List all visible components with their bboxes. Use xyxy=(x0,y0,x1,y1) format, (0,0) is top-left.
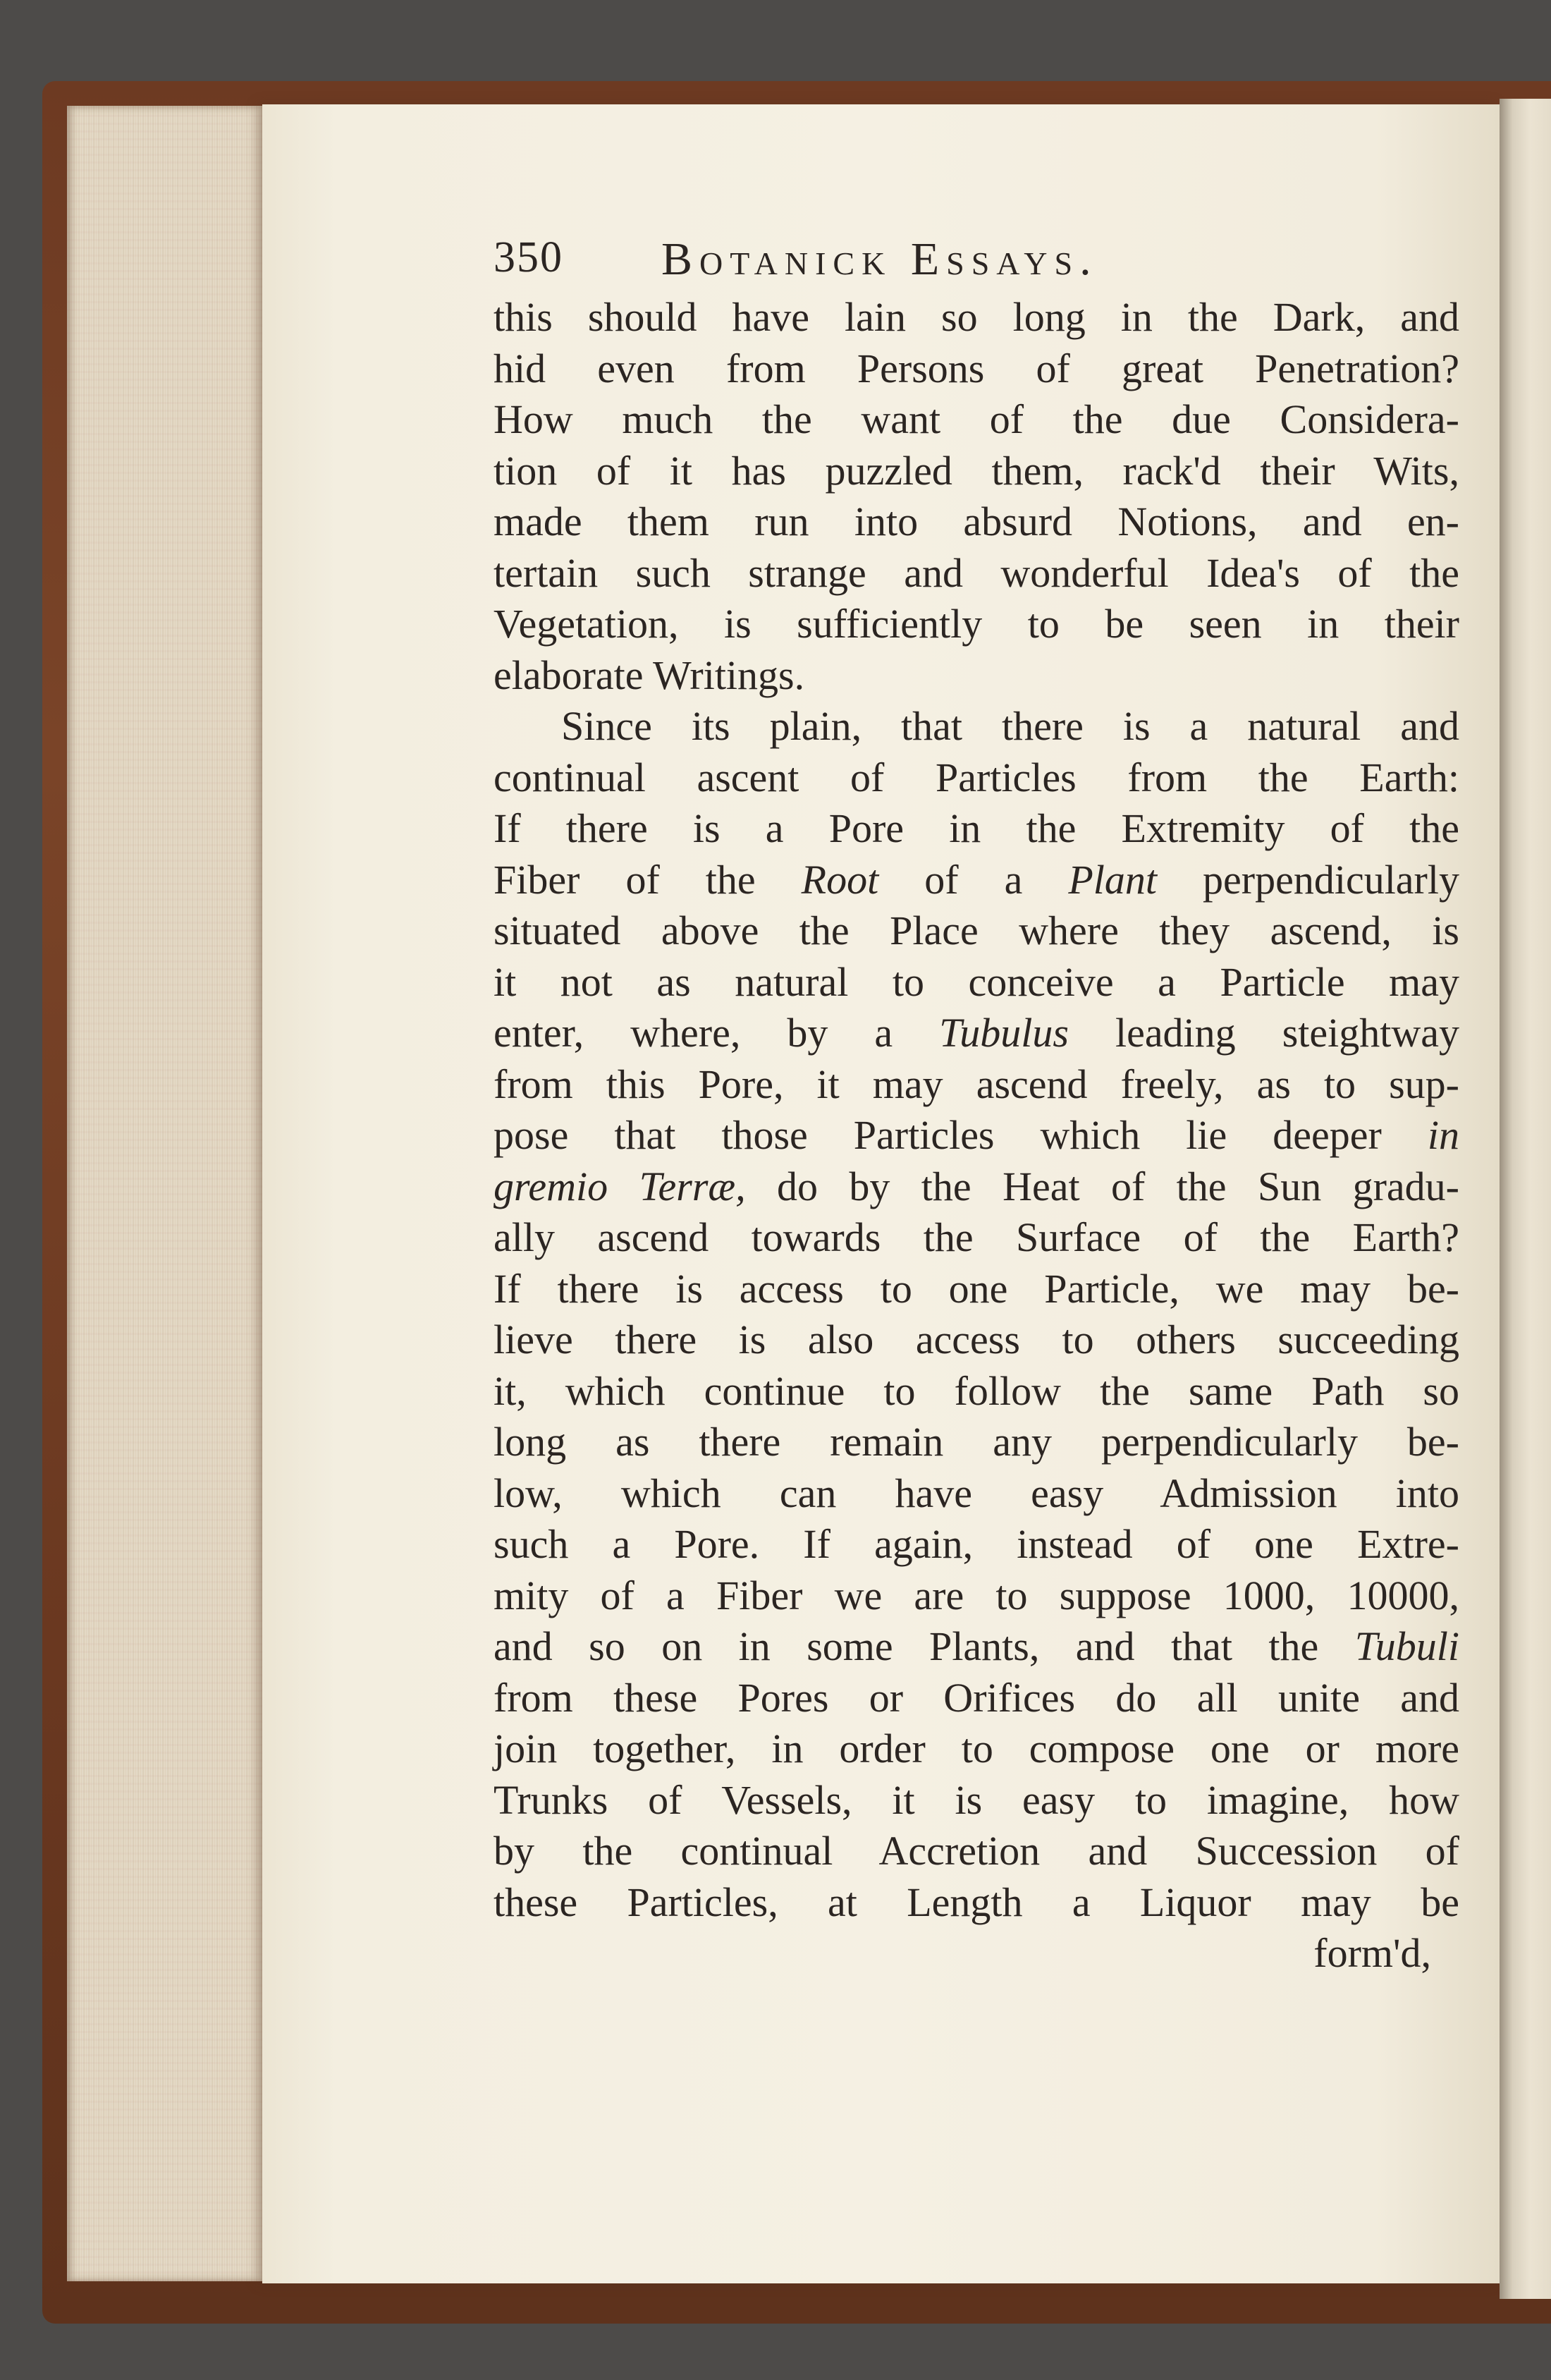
text-line xyxy=(494,1775,1459,1826)
text-run: leading steightway xyxy=(1068,1010,1459,1056)
italic-text: Tubuli xyxy=(1354,1623,1459,1669)
text-run: If there is a Pore in the Extremity of the xyxy=(494,805,1459,851)
page-edges xyxy=(67,106,268,2281)
text-line xyxy=(494,1673,1459,1724)
text-line xyxy=(494,548,1459,599)
italic-text: Root xyxy=(801,856,879,903)
body-text xyxy=(494,292,1459,1928)
text-line xyxy=(494,343,1459,395)
text-line xyxy=(494,1723,1459,1775)
text-line xyxy=(494,1161,1459,1213)
text-line xyxy=(494,1212,1459,1264)
text-run: ally ascend towards the Surface of the Earth? xyxy=(494,1214,1459,1260)
text-run: long as there remain any perpendicularly be- xyxy=(494,1419,1459,1465)
text-line xyxy=(494,1314,1459,1366)
text-run: Vegetation, is sufficiently to be seen in their xyxy=(494,601,1459,647)
text-run: join together, in order to compose one or more xyxy=(494,1726,1459,1771)
text-run: low, which can have easy Admission into xyxy=(494,1470,1459,1516)
text-run: pose that those Particles which lie deeper xyxy=(494,1112,1428,1158)
text-run: and so on in some Plants, and that the xyxy=(494,1623,1355,1669)
text-run: of a xyxy=(878,856,1069,903)
text-run: made them run into absurd Notions, and en- xyxy=(494,499,1459,544)
text-line xyxy=(494,1417,1459,1468)
text-run: from this Pore, it may ascend freely, as to sup- xyxy=(494,1061,1459,1107)
facing-page-gutter xyxy=(1500,99,1551,2299)
text-line xyxy=(494,803,1459,855)
text-run: do by the Heat of the Sun gradu- xyxy=(745,1163,1459,1209)
text-run: lieve there is also access to others succeeding xyxy=(494,1317,1459,1362)
text-line xyxy=(494,1008,1459,1059)
text-line xyxy=(494,855,1459,906)
text-line xyxy=(494,1570,1459,1622)
text-line xyxy=(494,292,1459,343)
italic-text: gremio Terræ, xyxy=(494,1163,746,1209)
text-run: Since its plain, that there is a natural and xyxy=(561,703,1459,749)
text-line xyxy=(494,1877,1459,1929)
text-run: perpendicularly xyxy=(1157,856,1459,903)
text-run: it, which continue to follow the same Path so xyxy=(494,1367,1459,1414)
text-line xyxy=(494,701,1459,752)
text-line xyxy=(494,1519,1459,1570)
text-line xyxy=(494,1366,1459,1417)
text-line xyxy=(494,905,1459,957)
text-run: Fiber of the xyxy=(494,856,802,903)
text-run: If there is access to one Particle, we may be- xyxy=(494,1265,1459,1312)
text-run: it not as natural to conceive a Particle may xyxy=(494,958,1459,1005)
running-head xyxy=(494,233,1459,296)
text-line xyxy=(494,1264,1459,1315)
text-run: elaborate Writings. xyxy=(494,652,805,698)
text-line xyxy=(494,752,1459,804)
italic-text: Plant xyxy=(1068,856,1158,903)
page-text-block xyxy=(494,233,1459,1979)
text-line xyxy=(494,496,1459,548)
text-run: such a Pore. If again, instead of one Extre- xyxy=(494,1521,1459,1567)
text-run: this should have lain so long in the Dark, and xyxy=(494,294,1459,340)
italic-text: in xyxy=(1427,1112,1459,1158)
text-run: tertain such strange and wonderful Idea's of the xyxy=(494,549,1459,596)
catchword: form'd, xyxy=(1313,1930,1431,1976)
italic-text: Tubulus xyxy=(939,1010,1069,1056)
text-run: mity of a Fiber we are to suppose 1000, 10000, xyxy=(494,1572,1459,1618)
text-line xyxy=(494,1621,1459,1673)
text-run: enter, where, by a xyxy=(494,1010,940,1056)
text-line xyxy=(494,1110,1459,1161)
text-run: situated above the Place where they ascend, is xyxy=(494,908,1459,953)
page-number: 350 xyxy=(494,233,563,281)
text-line xyxy=(494,1059,1459,1111)
text-run: these Particles, at Length a Liquor may be xyxy=(494,1879,1459,1925)
text-run: continual ascent of Particles from the Earth: xyxy=(494,754,1459,800)
text-line xyxy=(494,599,1459,650)
text-line xyxy=(494,1468,1459,1520)
text-line xyxy=(494,1826,1459,1877)
text-run: by the continual Accretion and Succession of xyxy=(494,1828,1459,1874)
running-title: Botanick Essays. xyxy=(661,233,1098,285)
text-run: from these Pores or Orifices do all unite and xyxy=(494,1674,1459,1721)
text-run: Trunks of Vessels, it is easy to imagine, how xyxy=(494,1776,1459,1823)
text-run: How much the want of the due Considera- xyxy=(494,396,1459,442)
text-line xyxy=(494,446,1459,497)
text-run: tion of it has puzzled them, rack'd their Wits, xyxy=(494,447,1459,494)
text-line xyxy=(494,957,1459,1008)
text-line xyxy=(494,394,1459,446)
text-line xyxy=(494,650,1459,702)
text-run: hid even from Persons of great Penetration? xyxy=(494,345,1459,391)
